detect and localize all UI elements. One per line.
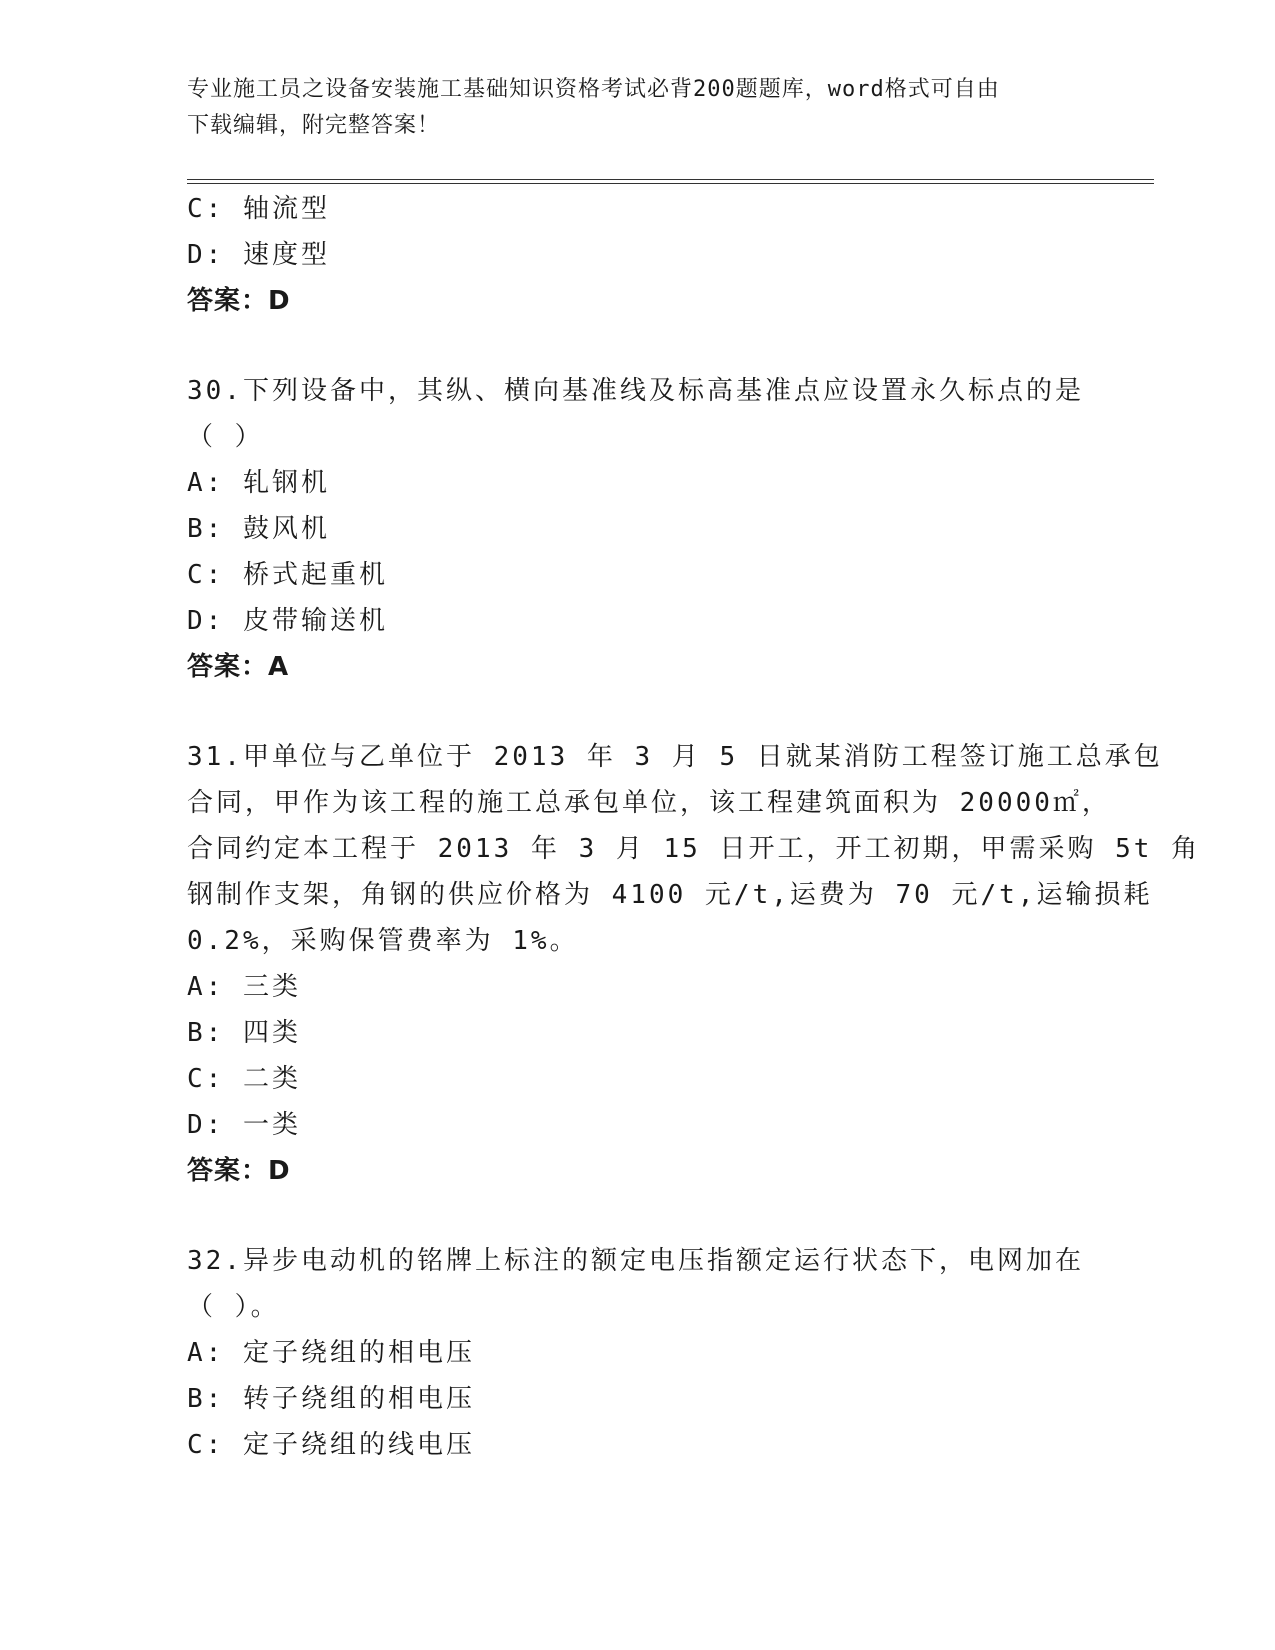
question-stem: （ ） xyxy=(187,422,264,452)
answer-label: 答案：D xyxy=(187,286,291,316)
option-d: D: 速度型 xyxy=(187,240,330,270)
question-31 xyxy=(187,734,1201,1194)
option-a: A: 轧钢机 xyxy=(187,468,330,498)
question-32 xyxy=(187,1238,1087,1468)
answer-label: 答案：A xyxy=(187,652,290,682)
answer-label: 答案：D xyxy=(187,1156,291,1186)
option-b: B: 四类 xyxy=(187,1018,301,1048)
header-line-2: 下载编辑，附完整答案！ xyxy=(187,113,441,138)
option-d: D: 皮带输送机 xyxy=(187,606,388,636)
option-c: C: 桥式起重机 xyxy=(187,560,388,590)
option-d: D: 一类 xyxy=(187,1110,301,1140)
question-stem: 31.甲单位与乙单位于 2013 年 3 月 5 日就某消防工程签订施工总承包 xyxy=(187,742,1163,772)
question-29-tail xyxy=(187,186,1087,324)
document-header xyxy=(187,72,1087,144)
option-a: A: 三类 xyxy=(187,972,301,1002)
option-b: B: 鼓风机 xyxy=(187,514,330,544)
question-list xyxy=(187,186,1201,1468)
question-stem: （ ）。 xyxy=(187,1292,280,1322)
option-c: C: 二类 xyxy=(187,1064,301,1094)
option-c: C: 轴流型 xyxy=(187,194,330,224)
question-stem: 合同，甲作为该工程的施工总承包单位，该工程建筑面积为 20000㎡， xyxy=(187,788,1111,818)
question-stem: 0.2%，采购保管费率为 1%。 xyxy=(187,926,579,956)
option-b: B: 转子绕组的相电压 xyxy=(187,1384,475,1414)
question-30 xyxy=(187,368,1087,690)
question-stem: 30.下列设备中，其纵、横向基准线及标高基准点应设置永久标点的是 xyxy=(187,376,1084,406)
question-stem: 钢制作支架，角钢的供应价格为 4100 元/t,运费为 70 元/t,运输损耗 xyxy=(187,880,1153,910)
option-c: C: 定子绕组的线电压 xyxy=(187,1430,475,1460)
question-stem: 32.异步电动机的铭牌上标注的额定电压指额定运行状态下，电网加在 xyxy=(187,1246,1084,1276)
header-divider xyxy=(187,179,1154,184)
option-a: A: 定子绕组的相电压 xyxy=(187,1338,475,1368)
question-stem: 合同约定本工程于 2013 年 3 月 15 日开工，开工初期，甲需采购 5t 角 xyxy=(187,834,1201,864)
header-line-1: 专业施工员之设备安装施工基础知识资格考试必背200题题库，word格式可自由 xyxy=(187,77,1000,102)
